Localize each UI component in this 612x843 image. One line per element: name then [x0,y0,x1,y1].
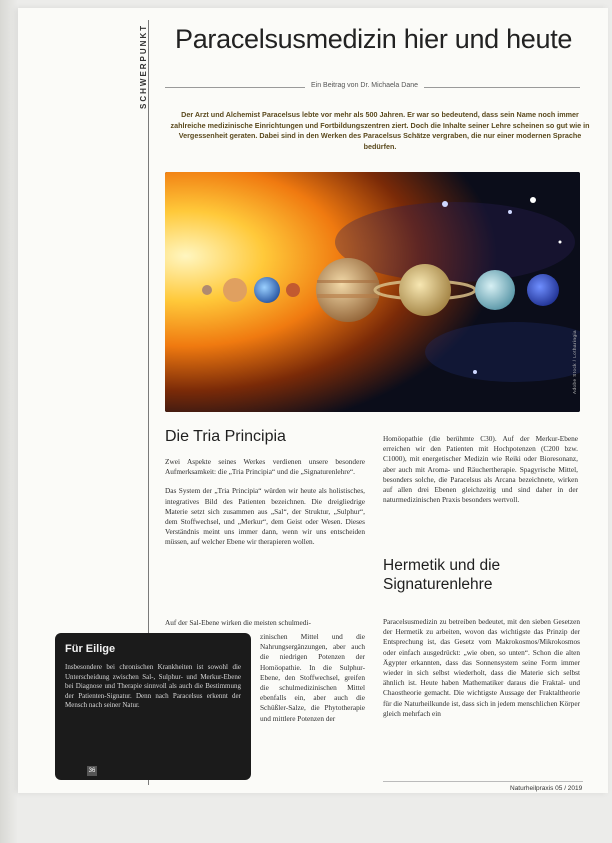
article-title: Paracelsusmedizin hier und heute [175,24,573,54]
photo-credit: Adobe Stock / Lotharingia [572,330,577,395]
solar-system-image [165,172,580,412]
page-gutter [0,0,18,843]
summary-box-text: Insbesondere bei chronischen Krankheiten ist sowohl die Unterscheidung zwischen Sal-, Sulphur- und Merkur-Ebene bei Diagnose und Therapie sinnvoll als auch die Bestimmung der Patienten-Signatur. Denn nach Paracelsus erkennt der Mensch nach seiner Natur. [65,663,241,710]
footer-rule [383,781,583,782]
column-a-narrow [260,632,365,733]
column-a [165,457,365,557]
footer-issue: Naturheilpraxis 05 / 2019 [510,785,583,792]
paragraph: Homöopathie (die berühmte C30). Auf der Merkur-Ebene erreichen wir den Patienten mit Hochpotenzen (C200 bzw. C1000), mit energetischer Medizin wie Reiki oder Bioresonanz, aber auch mit Aroma- und Räuchertherapie. Spagyrische Mittel, besonders solche, die Paracelsus als Arcana bezeichnete, wirken auf allen drei Ebenen gleichzeitig und sind daher in der naturmedizinischen Praxis besonders wertvoll. [383,434,578,505]
column-c [383,617,580,728]
intro-paragraph: Der Arzt und Alchemist Paracelsus lebte vor mehr als 500 Jahren. Er war so bedeutend, dass sein Name noch immer zahlreiche medizinische Einrichtungen und Fortbildungszentren ziert. Doch die Inhalte seiner Lehre scheinen so gut wie in Vergessenheit geraten. Dabei sind in den Werken des Paracelsus Schätze vergraben, die nur einer modernen Sprache bedürfen. [170,110,590,151]
section-label: SCHWERPUNKT [139,24,148,110]
page-number: 36 [88,768,96,774]
column-b [383,434,578,514]
heading-hermetik: Hermetik und die Signaturenlehre [383,557,501,593]
paragraph: zinischen Mittel und die Nahrungsergänzungen, aber auch die niedrigen Potenzen der Homöopathie. In die Sulphur-Ebene, den Stoffwechsel, greifen die schulmedizinischen Mittel ebenfalls ein, aber auch die Schüßler-Salze, die Phytotherapie und mittlere Potenzen der [260,632,365,723]
heading-tria-principia: Die Tria Principia [165,428,286,445]
byline: Ein Beitrag von Dr. Michaela Dane [305,82,424,89]
paragraph: Auf der Sal-Ebene wirken die meisten schulmedi- [165,618,311,627]
planets-illustration [165,172,580,412]
paragraph: Zwei Aspekte seines Werkes verdienen unsere besondere Aufmerksamkeit: die „Tria Principia“ und die „Signaturenlehre“. [165,457,365,477]
paragraph: Paracelsusmedizin zu betreiben bedeutet, mit den sieben Gesetzen der Hermetik zu arbeiten, wovon das wichtigste das Prinzip der Entsprechung ist, das Gesetz vom Makrokosmos/Mikrokosmos oder einfach ausgedrückt: „wie oben, so unten“. Schon die alten Ägypter erkannten, dass das Sonnensystem seine Form immer wieder in sich selbst wiederholt, dass die Materie sich selbst ähnlich ist. Heute haben Mathematiker daraus die Fraktal- und Chaostheorie gemacht. Die wichtigste Aussage der Fraktaltheorie für die Naturheilkunde ist, dass sich in jedem menschlichen Körper gleich mehrfach ein [383,617,580,718]
summary-box [55,633,251,780]
summary-box-title: Für Eilige [65,643,116,655]
paragraph: Das System der „Tria Principia“ würden wir heute als holistisches, integratives Bild des Patienten bezeichnen. Die dreigliedrige Materie setzt sich zusammen aus „Sal“, der Struktur, „Sulphur“, dem Stoffwechsel, und „Merkur“, dem Geist oder Wesen. Dieses Verständnis meint uns immer dann, wenn wir uns entscheiden müssen, auf welcher Ebene wir therapieren wollen. [165,486,365,547]
